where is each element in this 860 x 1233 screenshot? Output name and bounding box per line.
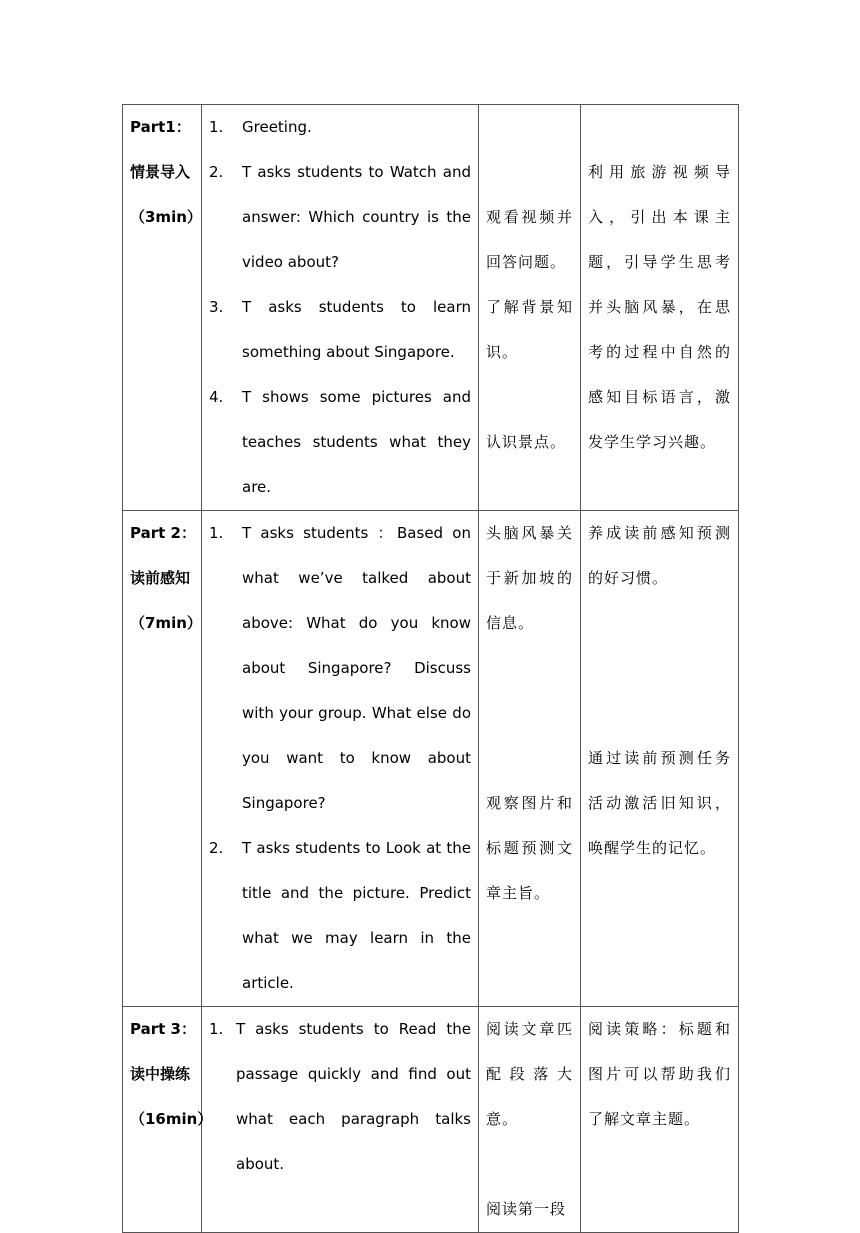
procedure-cell	[202, 1007, 479, 1233]
purpose-cell	[581, 1007, 739, 1233]
table-row	[123, 105, 739, 511]
part-title: 情景导入	[130, 163, 191, 181]
list-item: 2. T asks students to Watch and answer: Which country is the video about?	[209, 163, 471, 271]
purpose-cell	[581, 511, 739, 1007]
purpose-text: 养成读前感知预测的好习惯。	[588, 524, 731, 587]
activity-text: 观察图片和标题预测文章主旨。	[486, 794, 573, 902]
part-title: 读前感知	[130, 569, 191, 587]
part-label: Part 3：	[130, 1020, 196, 1038]
student-activity-cell	[479, 105, 581, 511]
table-row	[123, 511, 739, 1007]
activity-text: 观看视频并回答问题。	[486, 208, 573, 271]
part-cell	[123, 105, 202, 511]
activity-text: 认识景点。	[486, 433, 567, 451]
purpose-text: 阅读策略：标题和图片可以帮助我们了解文章主题。	[588, 1020, 731, 1128]
student-activity-cell	[479, 511, 581, 1007]
procedure-cell	[202, 511, 479, 1007]
list-item: 4. T shows some pictures and teaches students what they are.	[209, 388, 471, 496]
part-cell	[123, 511, 202, 1007]
part-cell	[123, 1007, 213, 1233]
student-activity-cell	[479, 1007, 581, 1233]
list-item: 2. T asks students to Look at the title and the picture. Predict what we may learn in the article.	[209, 839, 471, 992]
list-item: 3. T asks students to learn something about Singapore.	[209, 298, 471, 361]
procedure-cell	[202, 105, 479, 511]
part-duration: （7min）	[130, 614, 202, 632]
list-item: 1. T asks students to Read the passage quickly and find out what each paragraph talks about.	[209, 1020, 471, 1173]
purpose-cell	[581, 105, 739, 511]
part-label: Part1：	[130, 118, 191, 136]
activity-text: 头脑风暴关于新加坡的信息。	[486, 524, 573, 632]
table-row	[123, 1007, 739, 1233]
purpose-text: 通过读前预测任务活动激活旧知识，唤醒学生的记忆。	[588, 749, 731, 857]
activity-text: 阅读文章匹配段落大意。	[486, 1020, 573, 1128]
purpose-text: 利用旅游视频导入，引出本课主题，引导学生思考并头脑风暴，在思考的过程中自然的感知目标语言，激发学生学习兴趣。	[588, 163, 731, 451]
part-title: 读中操练	[130, 1065, 191, 1083]
part-duration: （16min）	[130, 1110, 213, 1128]
list-item: 1. Greeting.	[209, 118, 312, 136]
activity-text: 阅读第一段	[486, 1200, 567, 1218]
part-label: Part 2：	[130, 524, 196, 542]
list-item: 1. T asks students ：Based on what we’ve talked about above: What do you know about Singapore? Discuss with your group. What else do you want to know about Singapore?	[209, 524, 471, 812]
lesson-plan-table	[122, 104, 739, 1233]
part-duration: （3min）	[130, 208, 202, 226]
activity-text: 了解背景知识。	[486, 298, 573, 361]
